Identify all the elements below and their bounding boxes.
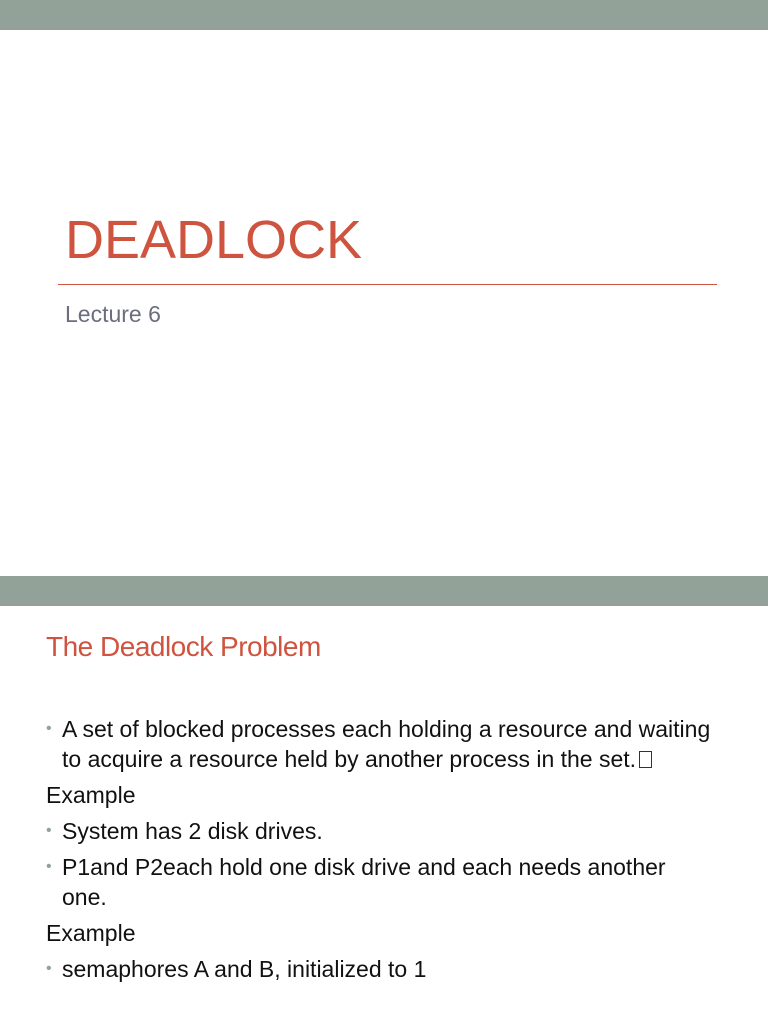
- content-slide: [0, 606, 768, 1024]
- bullet-item: [46, 954, 716, 984]
- slide-title: DEADLOCK: [65, 210, 363, 270]
- bullet-text: semaphores A and B, initialized to 1: [62, 956, 427, 982]
- missing-glyph-icon: [639, 751, 652, 768]
- slide-top-band: [0, 0, 768, 30]
- title-divider: [58, 284, 717, 285]
- bullet-dot-icon: •: [46, 858, 52, 875]
- bullet-text: A set of blocked processes each holding a resource and waiting to acquire a resource held by another process in the set.: [62, 716, 711, 772]
- bullet-text: P1and P2each hold one disk drive and each needs another one.: [62, 854, 666, 910]
- bullet-item: [46, 816, 716, 846]
- content-slide-title: The Deadlock Problem: [46, 631, 321, 662]
- bullet-dot-icon: •: [46, 960, 52, 977]
- example-label: Example: [46, 782, 136, 808]
- bullet-item: [46, 714, 716, 774]
- bullet-item: [46, 852, 716, 912]
- bullet-dot-icon: •: [46, 720, 52, 737]
- slide-body: [46, 714, 716, 990]
- bullet-text: System has 2 disk drives.: [62, 818, 323, 844]
- example-label: Example: [46, 920, 136, 946]
- slide-subtitle: Lecture 6: [65, 301, 161, 327]
- title-slide: [0, 30, 768, 576]
- slide-separator-band: [0, 576, 768, 606]
- bullet-dot-icon: •: [46, 822, 52, 839]
